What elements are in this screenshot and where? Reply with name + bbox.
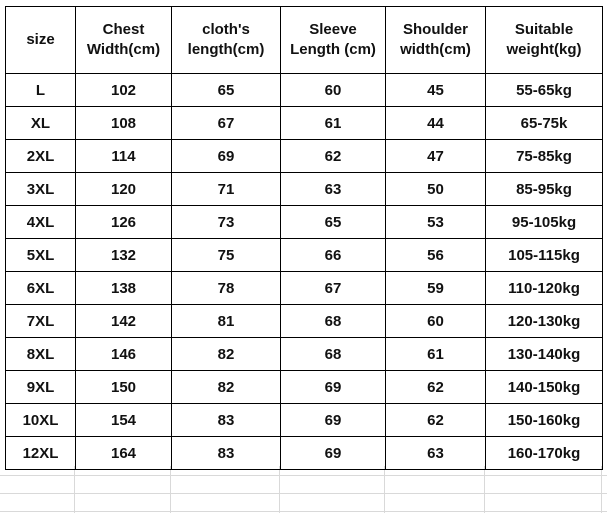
cloth-length-cell: 69 [172, 140, 281, 173]
cloth-length-cell: 73 [172, 206, 281, 239]
size-cell: 6XL [6, 272, 76, 305]
size-cell: 3XL [6, 173, 76, 206]
suitable-weight-cell: 110-120kg [486, 272, 603, 305]
suitable-weight-cell: 85-95kg [486, 173, 603, 206]
header-label-line: Chest [102, 21, 145, 38]
size-cell: 5XL [6, 239, 76, 272]
shoulder-width-cell: 44 [386, 107, 486, 140]
header-label-line: Sleeve [309, 21, 357, 38]
size-cell: 9XL [6, 371, 76, 404]
chest-width-cell: 126 [76, 206, 172, 239]
size-chart-table [5, 6, 603, 470]
table-row [6, 272, 603, 305]
chest-width-cell: 164 [76, 437, 172, 470]
table-row [6, 140, 603, 173]
cloth-length-cell: 83 [172, 404, 281, 437]
suitable-weight-cell: 130-140kg [486, 338, 603, 371]
size-cell: 10XL [6, 404, 76, 437]
size-cell: 4XL [6, 206, 76, 239]
size-cell: 8XL [6, 338, 76, 371]
shoulder-width-cell: 50 [386, 173, 486, 206]
sleeve-length-cell: 68 [281, 338, 386, 371]
suitable-weight-cell: 105-115kg [486, 239, 603, 272]
cloth-length-cell: 75 [172, 239, 281, 272]
shoulder-width-cell: 62 [386, 404, 486, 437]
sleeve-length-cell: 66 [281, 239, 386, 272]
table-row [6, 305, 603, 338]
header-chest-width [76, 7, 172, 74]
size-cell: 7XL [6, 305, 76, 338]
sleeve-length-cell: 68 [281, 305, 386, 338]
table-row [6, 239, 603, 272]
table-row [6, 338, 603, 371]
size-cell: 2XL [6, 140, 76, 173]
suitable-weight-cell: 160-170kg [486, 437, 603, 470]
table-header [6, 7, 603, 74]
suitable-weight-cell: 120-130kg [486, 305, 603, 338]
table-row [6, 74, 603, 107]
shoulder-width-cell: 60 [386, 305, 486, 338]
cloth-length-cell: 82 [172, 338, 281, 371]
cloth-length-cell: 82 [172, 371, 281, 404]
cloth-length-cell: 78 [172, 272, 281, 305]
chest-width-cell: 108 [76, 107, 172, 140]
chest-width-cell: 142 [76, 305, 172, 338]
shoulder-width-cell: 61 [386, 338, 486, 371]
table-body [6, 74, 603, 470]
suitable-weight-cell: 140-150kg [486, 371, 603, 404]
header-label-line: width(cm) [400, 41, 471, 58]
chest-width-cell: 150 [76, 371, 172, 404]
suitable-weight-cell: 65-75k [486, 107, 603, 140]
header-label-line: cloth's [202, 21, 250, 38]
sleeve-length-cell: 62 [281, 140, 386, 173]
header-label-line: size [26, 31, 55, 48]
shoulder-width-cell: 63 [386, 437, 486, 470]
chest-width-cell: 146 [76, 338, 172, 371]
size-cell: L [6, 74, 76, 107]
cloth-length-cell: 67 [172, 107, 281, 140]
header-shoulder-width [386, 7, 486, 74]
header-label-line: Length (cm) [290, 41, 376, 58]
table-row [6, 404, 603, 437]
header-row [6, 7, 603, 74]
shoulder-width-cell: 45 [386, 74, 486, 107]
suitable-weight-cell: 150-160kg [486, 404, 603, 437]
chest-width-cell: 120 [76, 173, 172, 206]
header-label-line: Suitable [514, 21, 574, 38]
header-cloth-length [172, 7, 281, 74]
shoulder-width-cell: 47 [386, 140, 486, 173]
shoulder-width-cell: 59 [386, 272, 486, 305]
cloth-length-cell: 71 [172, 173, 281, 206]
sleeve-length-cell: 60 [281, 74, 386, 107]
header-suitable-weight [486, 7, 603, 74]
shoulder-width-cell: 62 [386, 371, 486, 404]
shoulder-width-cell: 53 [386, 206, 486, 239]
header-label-line: Width(cm) [86, 41, 161, 58]
header-sleeve-length [281, 7, 386, 74]
size-cell: 12XL [6, 437, 76, 470]
suitable-weight-cell: 55-65kg [486, 74, 603, 107]
size-cell: XL [6, 107, 76, 140]
cloth-length-cell: 81 [172, 305, 281, 338]
header-label-line: weight(kg) [506, 41, 582, 58]
sleeve-length-cell: 63 [281, 173, 386, 206]
chest-width-cell: 138 [76, 272, 172, 305]
sleeve-length-cell: 69 [281, 404, 386, 437]
suitable-weight-cell: 95-105kg [486, 206, 603, 239]
sleeve-length-cell: 61 [281, 107, 386, 140]
table-row [6, 107, 603, 140]
suitable-weight-cell: 75-85kg [486, 140, 603, 173]
table-row [6, 206, 603, 239]
header-label-line: Shoulder [402, 21, 468, 38]
sleeve-length-cell: 67 [281, 272, 386, 305]
sleeve-length-cell: 65 [281, 206, 386, 239]
table-row [6, 371, 603, 404]
table-row [6, 437, 603, 470]
sleeve-length-cell: 69 [281, 371, 386, 404]
cloth-length-cell: 83 [172, 437, 281, 470]
shoulder-width-cell: 56 [386, 239, 486, 272]
header-size [6, 7, 76, 74]
chest-width-cell: 114 [76, 140, 172, 173]
chest-width-cell: 154 [76, 404, 172, 437]
cloth-length-cell: 65 [172, 74, 281, 107]
header-label-line: length(cm) [187, 41, 265, 58]
chest-width-cell: 102 [76, 74, 172, 107]
sleeve-length-cell: 69 [281, 437, 386, 470]
chest-width-cell: 132 [76, 239, 172, 272]
table-row [6, 173, 603, 206]
